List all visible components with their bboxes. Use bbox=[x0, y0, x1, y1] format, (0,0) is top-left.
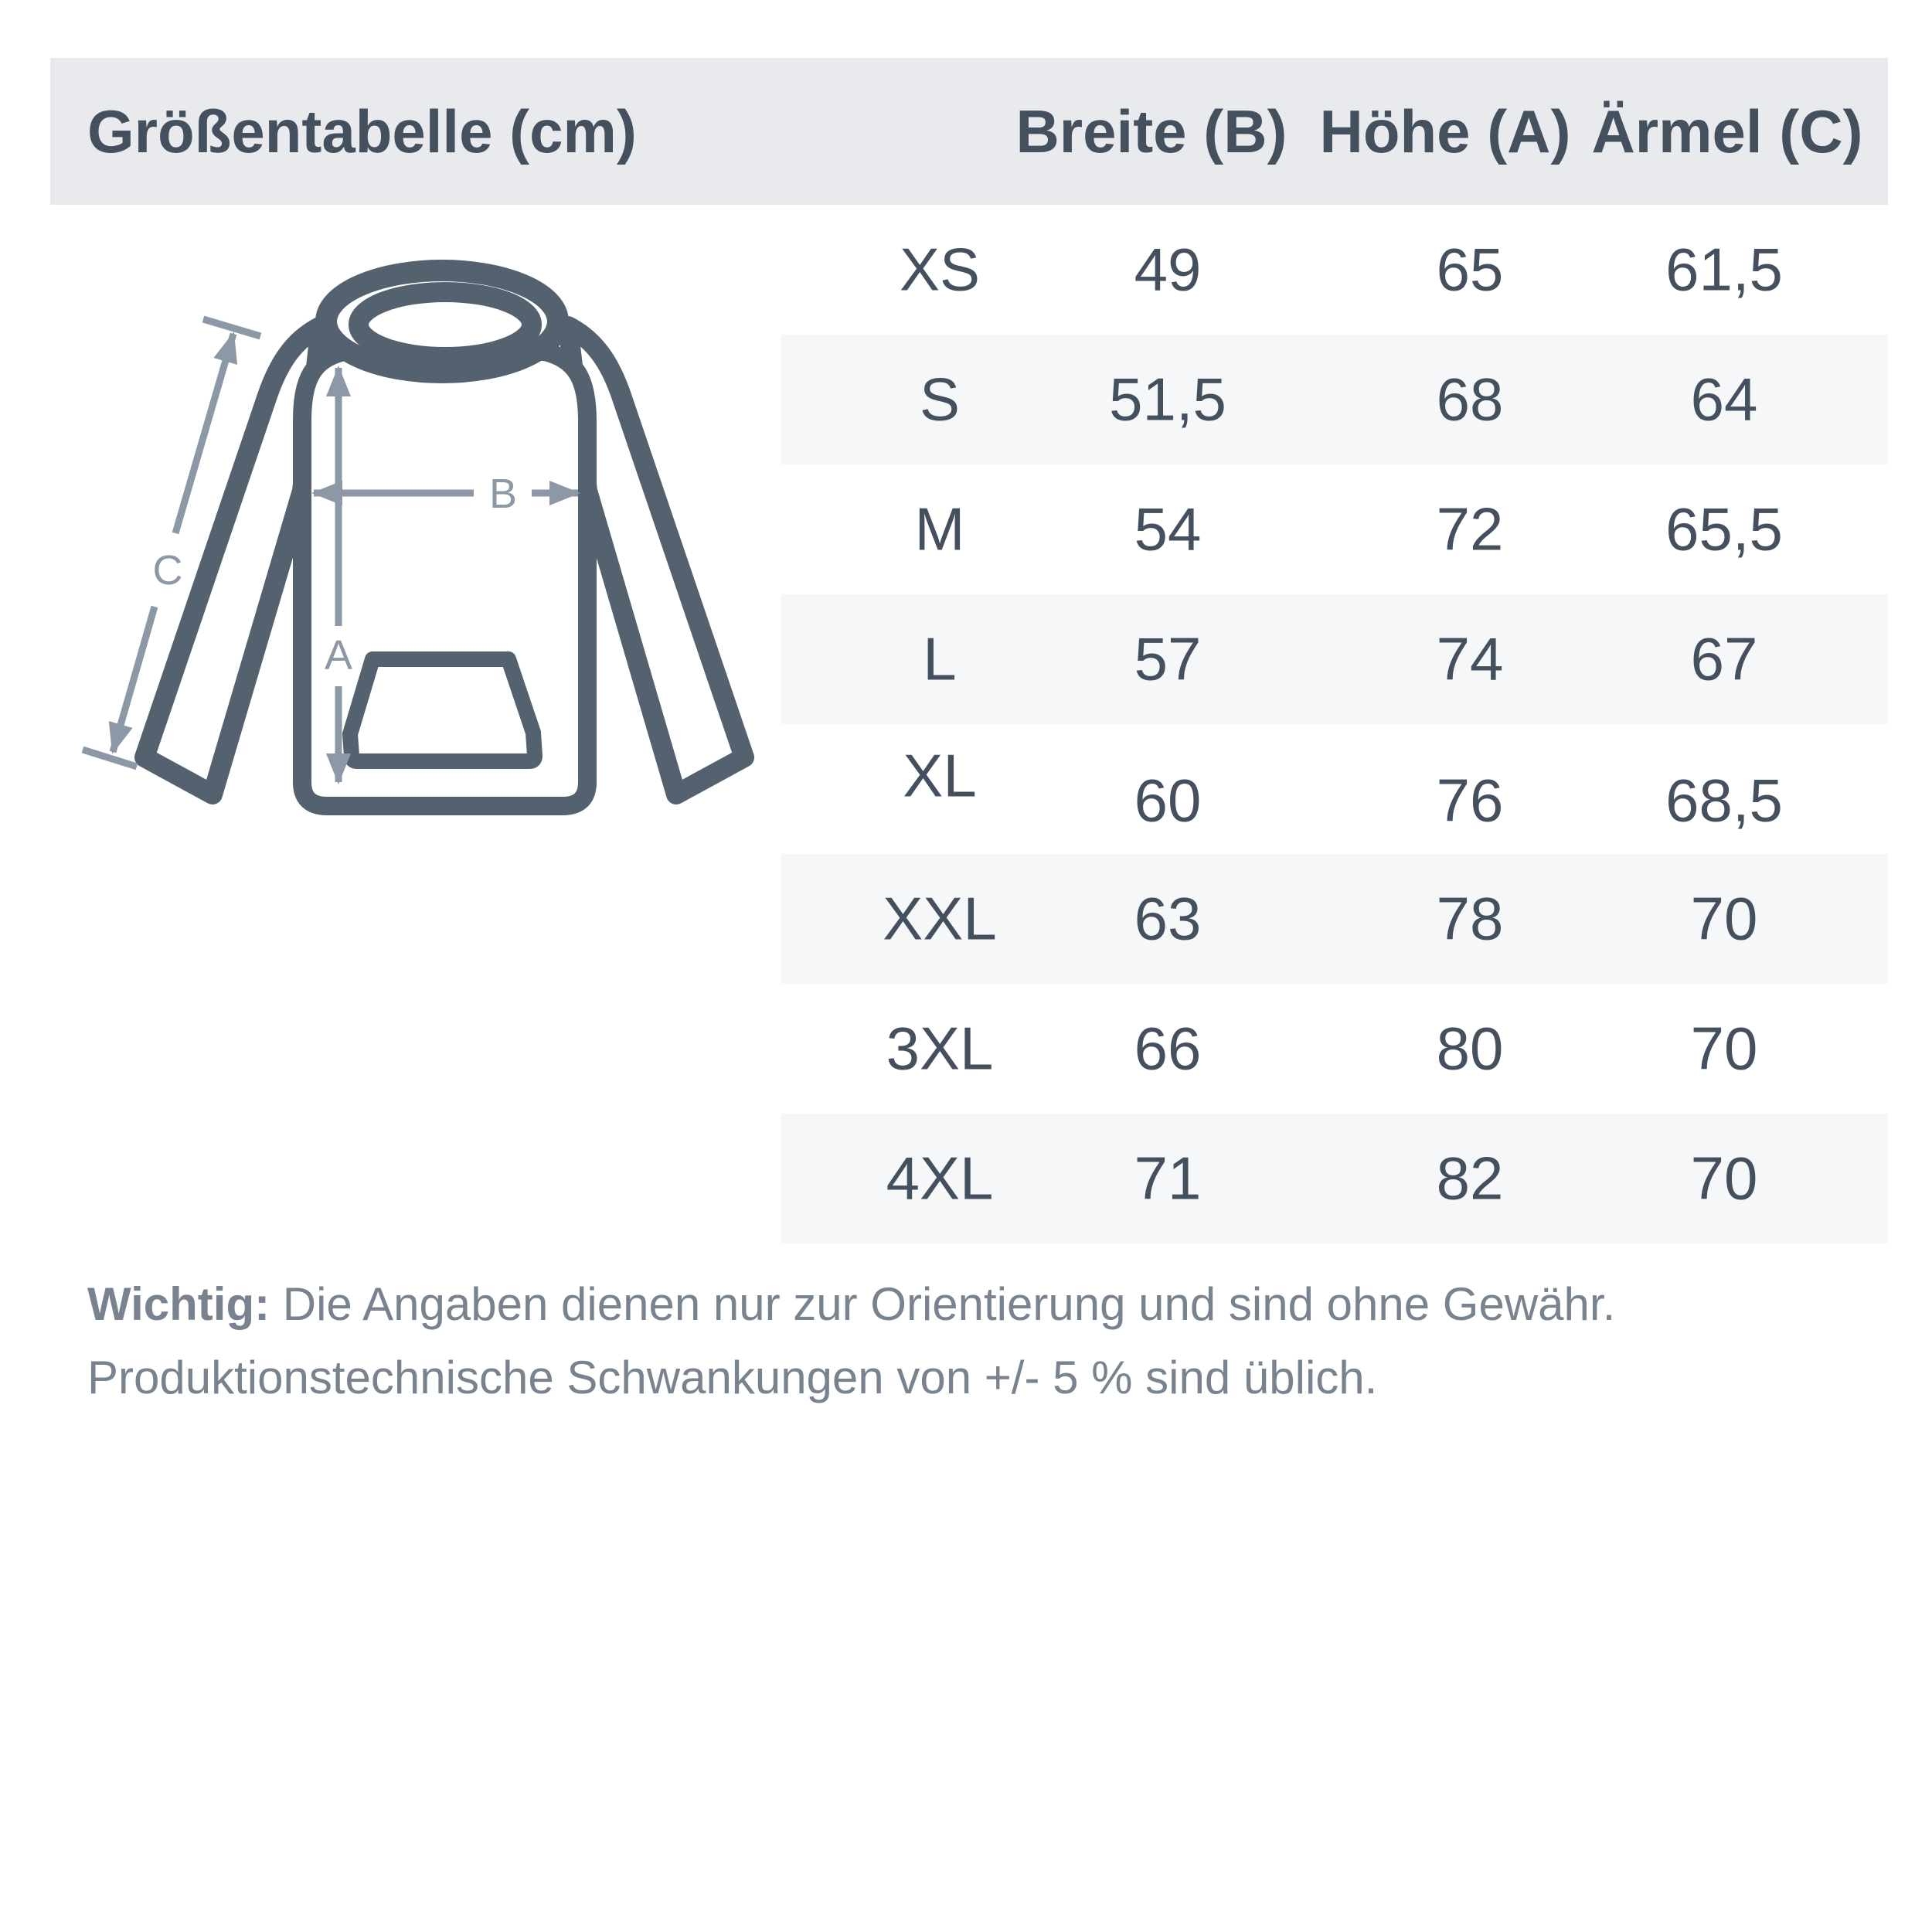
column-header-hoehe: Höhe (A) bbox=[1319, 97, 1571, 165]
aermel-value: 68,5 bbox=[1665, 766, 1783, 835]
table-row bbox=[781, 335, 1888, 464]
disclaimer-line-2: Produktionstechnische Schwankungen von +/- 5 % sind üblich. bbox=[87, 1352, 1378, 1403]
breite-value: 60 bbox=[1134, 766, 1202, 835]
table-row bbox=[781, 1114, 1888, 1243]
table-row bbox=[781, 464, 1888, 594]
disclaimer-label: Wichtig: bbox=[87, 1278, 270, 1330]
aermel-value: 70 bbox=[1690, 1144, 1758, 1213]
table-row bbox=[781, 724, 1888, 854]
breite-value: 71 bbox=[1134, 1144, 1202, 1213]
aermel-value: 70 bbox=[1690, 884, 1758, 953]
hoehe-value: 78 bbox=[1436, 884, 1504, 953]
table-row bbox=[781, 594, 1888, 724]
breite-value: 49 bbox=[1134, 235, 1202, 304]
size-label: M bbox=[914, 495, 965, 563]
table-row bbox=[781, 984, 1888, 1114]
hoodie-measurement-diagram bbox=[46, 232, 788, 835]
hoehe-value: 74 bbox=[1436, 624, 1504, 693]
size-table-rows bbox=[781, 205, 1888, 1243]
disclaimer-note bbox=[87, 1267, 1865, 1414]
column-header-aermel: Ärmel (C) bbox=[1591, 97, 1863, 165]
size-label: XXL bbox=[883, 884, 997, 953]
hoehe-value: 82 bbox=[1436, 1144, 1504, 1213]
breite-value: 54 bbox=[1134, 495, 1202, 563]
table-row bbox=[781, 854, 1888, 984]
disclaimer-line-1 bbox=[87, 1267, 1865, 1341]
size-label: L bbox=[923, 624, 957, 693]
size-label: XS bbox=[899, 235, 981, 304]
disclaimer-text-1: Die Angaben dienen nur zur Orientierung und sind ohne Gewähr. bbox=[270, 1278, 1616, 1330]
dimension-label-b: B bbox=[488, 471, 518, 517]
hoehe-value: 65 bbox=[1436, 235, 1504, 304]
table-row bbox=[781, 205, 1888, 335]
breite-value: 57 bbox=[1134, 624, 1202, 693]
aermel-value: 67 bbox=[1690, 624, 1758, 693]
hood-inner-ring bbox=[359, 292, 532, 357]
size-label: XL bbox=[903, 741, 977, 810]
size-label: 4XL bbox=[886, 1144, 994, 1213]
hoehe-value: 76 bbox=[1436, 766, 1504, 835]
aermel-value: 64 bbox=[1690, 365, 1758, 434]
hoodie-pocket bbox=[350, 659, 535, 761]
aermel-value: 65,5 bbox=[1665, 495, 1783, 563]
column-header-breite: Breite (B) bbox=[1015, 97, 1287, 165]
size-label: S bbox=[919, 365, 961, 434]
breite-value: 63 bbox=[1134, 884, 1202, 953]
dimension-label-c: C bbox=[152, 547, 183, 594]
aermel-value: 70 bbox=[1690, 1014, 1758, 1083]
dimension-label-a: A bbox=[324, 632, 353, 679]
aermel-value: 61,5 bbox=[1665, 235, 1783, 304]
size-chart-header bbox=[50, 58, 1888, 205]
hoehe-value: 80 bbox=[1436, 1014, 1504, 1083]
dimension-tick-c-bottom bbox=[83, 750, 137, 767]
hoehe-value: 68 bbox=[1436, 365, 1504, 434]
size-label: 3XL bbox=[886, 1014, 994, 1083]
breite-value: 51,5 bbox=[1109, 365, 1226, 434]
hoehe-value: 72 bbox=[1436, 495, 1504, 563]
page-title: Größentabelle (cm) bbox=[87, 97, 637, 165]
breite-value: 66 bbox=[1134, 1014, 1202, 1083]
